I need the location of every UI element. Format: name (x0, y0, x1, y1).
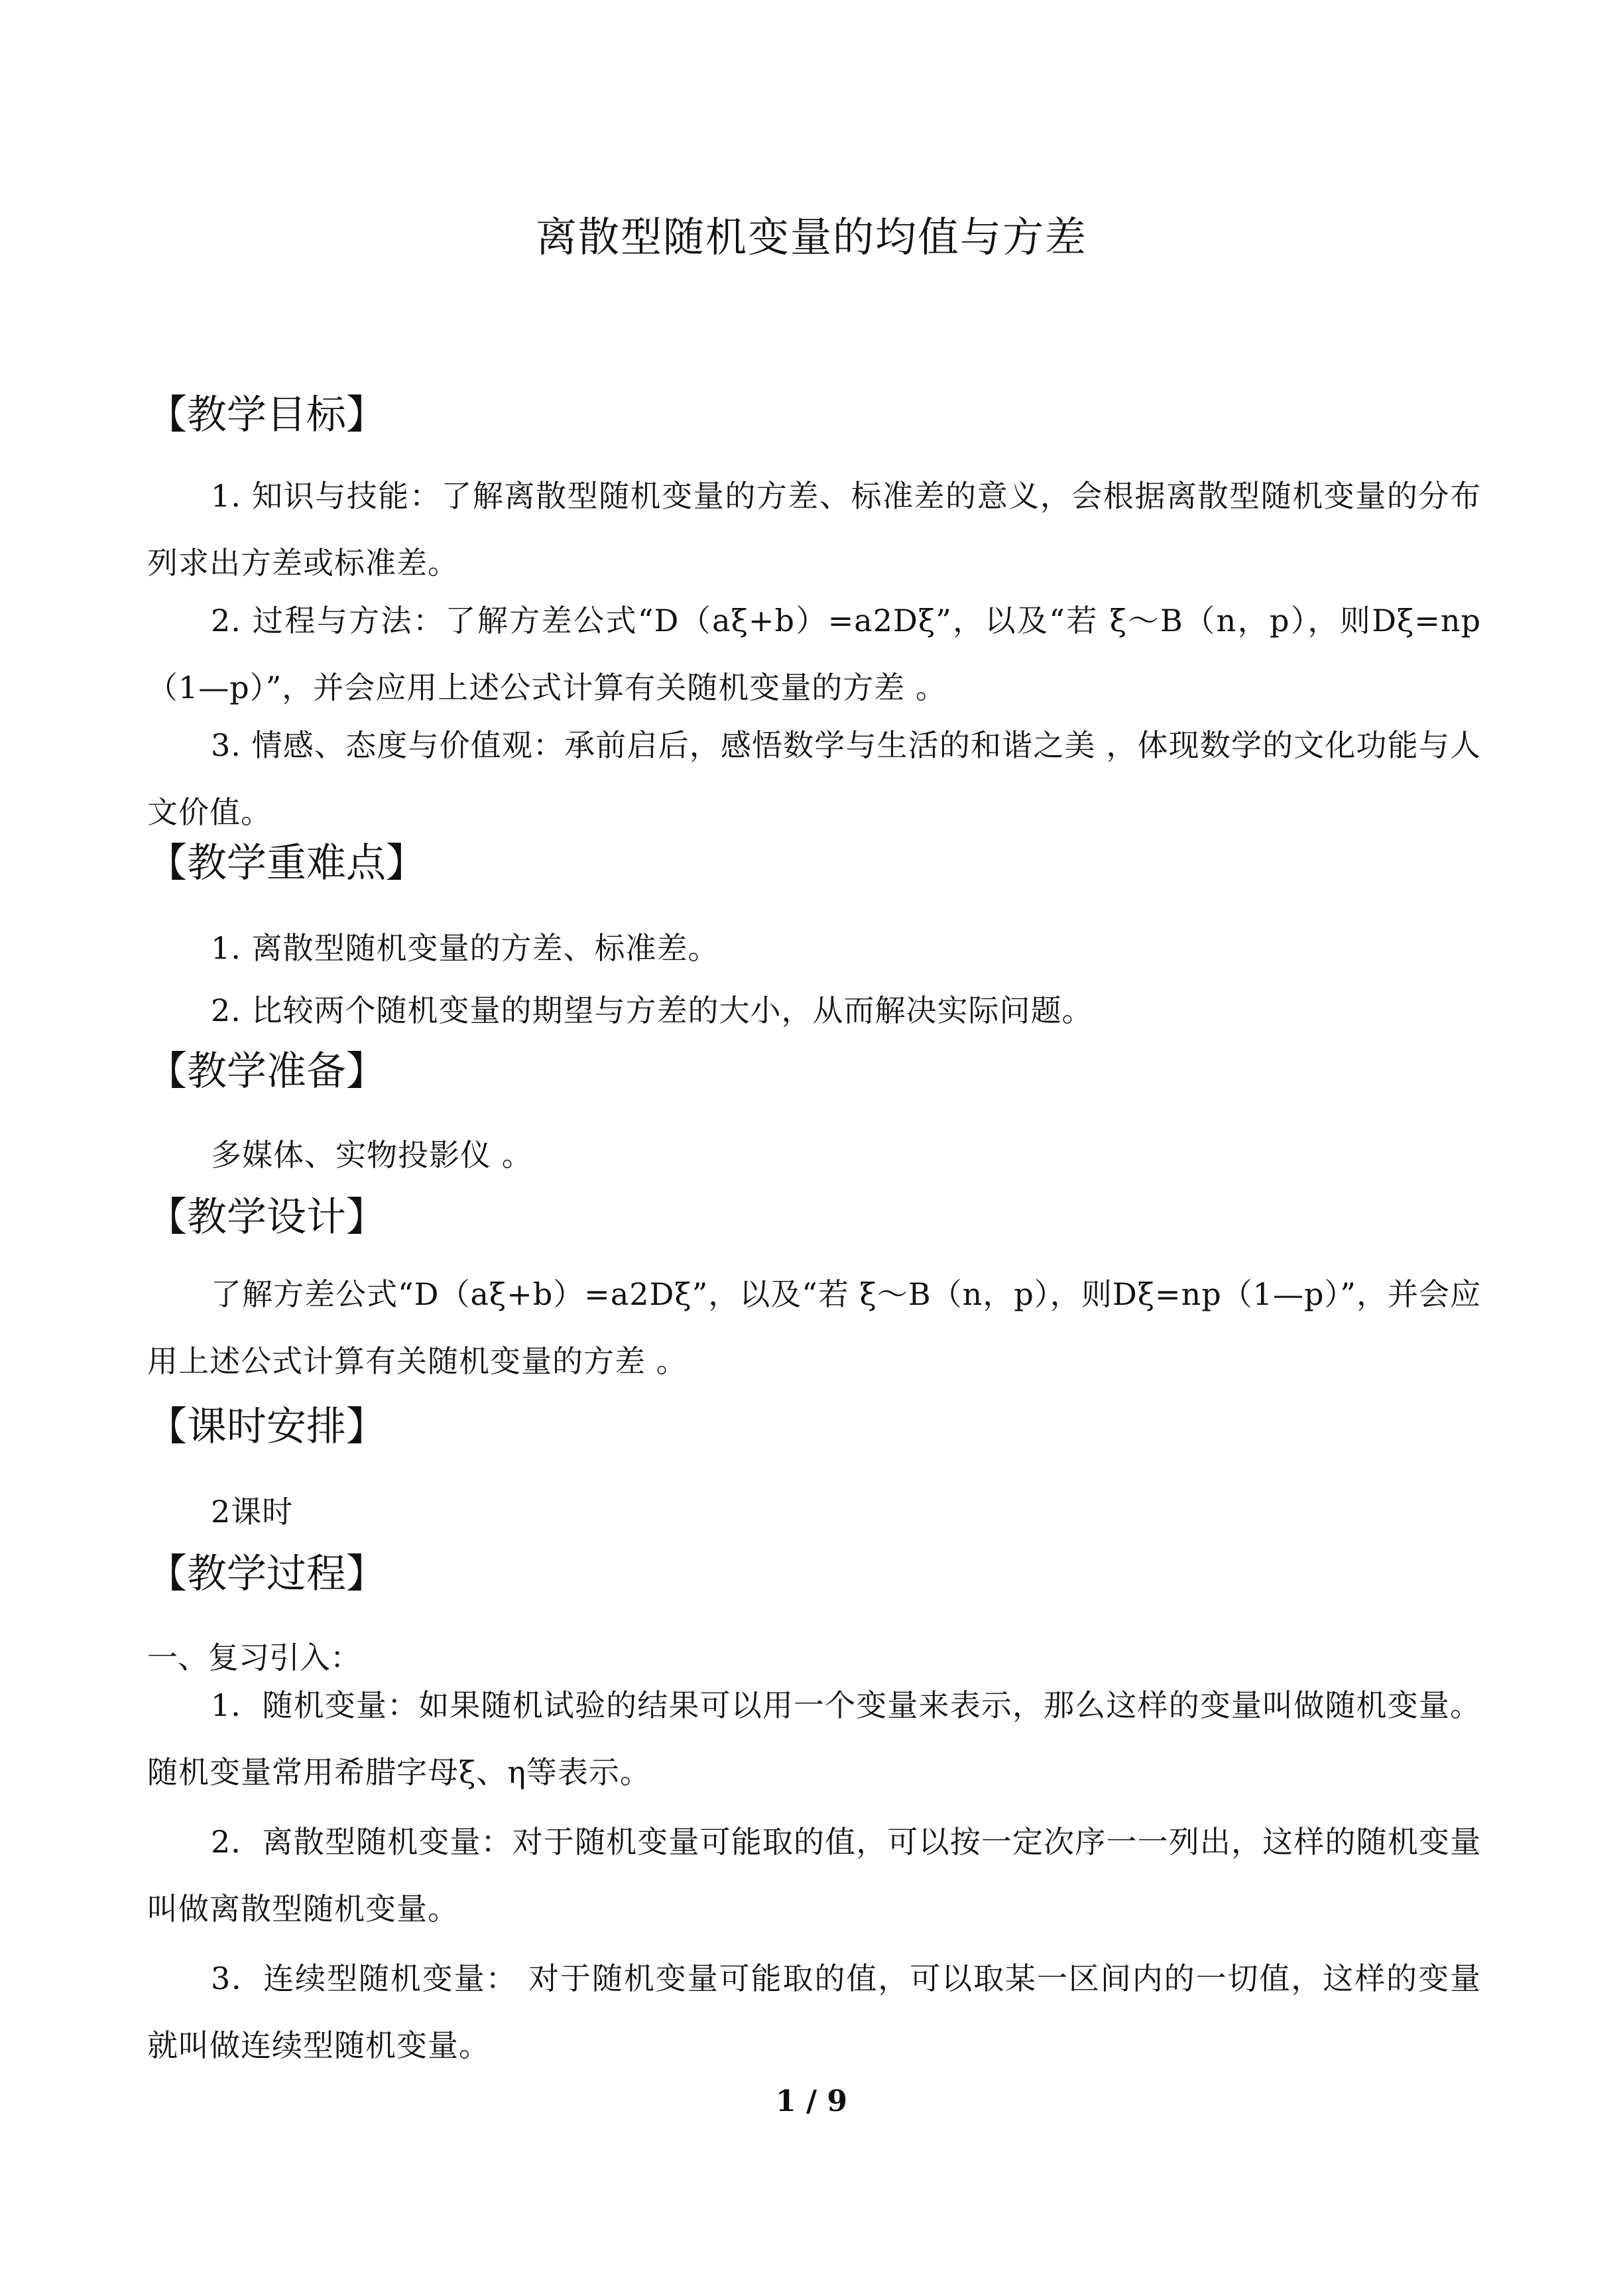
heading-schedule: 【课时安排】 (147, 1404, 386, 1450)
heading-key-points: 【教学重难点】 (147, 840, 426, 886)
heading-preparation: 【教学准备】 (147, 1048, 386, 1095)
page-number: 1 / 9 (776, 2085, 847, 2118)
schedule-text: 2课时 (211, 1494, 294, 1530)
process-subheading: 一、复习引入： (147, 1640, 361, 1675)
key-point-item-2: 2. 比较两个随机变量的期望与方差的大小，从而解决实际问题。 (211, 993, 1093, 1028)
design-text: 了解方差公式“D（aξ+b）=a2Dξ”，以及“若 ξ～B（n，p），则Dξ=np（1—p）”，并会应用上述公式计算有关随机变量的方差 。 (147, 1276, 1481, 1379)
heading-design: 【教学设计】 (147, 1194, 386, 1240)
heading-process: 【教学过程】 (147, 1551, 386, 1597)
objective-item-1: 1. 知识与技能：了解离散型随机变量的方差、标准差的意义，会根据离散型随机变量的分布列求出方差或标准差。 (147, 478, 1481, 581)
process-item-3: 3．连续型随机变量： 对于随机变量可能取的值，可以取某一区间内的一切值，这样的变量就叫做连续型随机变量。 (147, 1961, 1481, 2063)
key-point-item-1: 1. 离散型随机变量的方差、标准差。 (211, 930, 719, 966)
process-item-1: 1．随机变量：如果随机试验的结果可以用一个变量来表示，那么这样的变量叫做随机变量。 随机变量常用希腊字母ξ、η等表示。 (147, 1687, 1481, 1790)
heading-objectives: 【教学目标】 (147, 392, 386, 438)
objective-item-3: 3. 情感、态度与价值观：承前启后，感悟数学与生活的和谐之美 ，体现数学的文化功能与人文价值。 (147, 727, 1481, 830)
process-item-2: 2．离散型随机变量：对于随机变量可能取的值，可以按一定次序一一列出，这样的随机变量叫做离散型随机变量。 (147, 1824, 1481, 1927)
document-title: 离散型随机变量的均值与方差 (535, 213, 1087, 261)
objective-item-2: 2. 过程与方法：了解方差公式“D（aξ+b）=a2Dξ”，以及“若 ξ～B（n，p），则Dξ=np（1—p）”，并会应用上述公式计算有关随机变量的方差 。 (147, 603, 1481, 705)
preparation-text: 多媒体、实物投影仪 。 (211, 1137, 533, 1173)
